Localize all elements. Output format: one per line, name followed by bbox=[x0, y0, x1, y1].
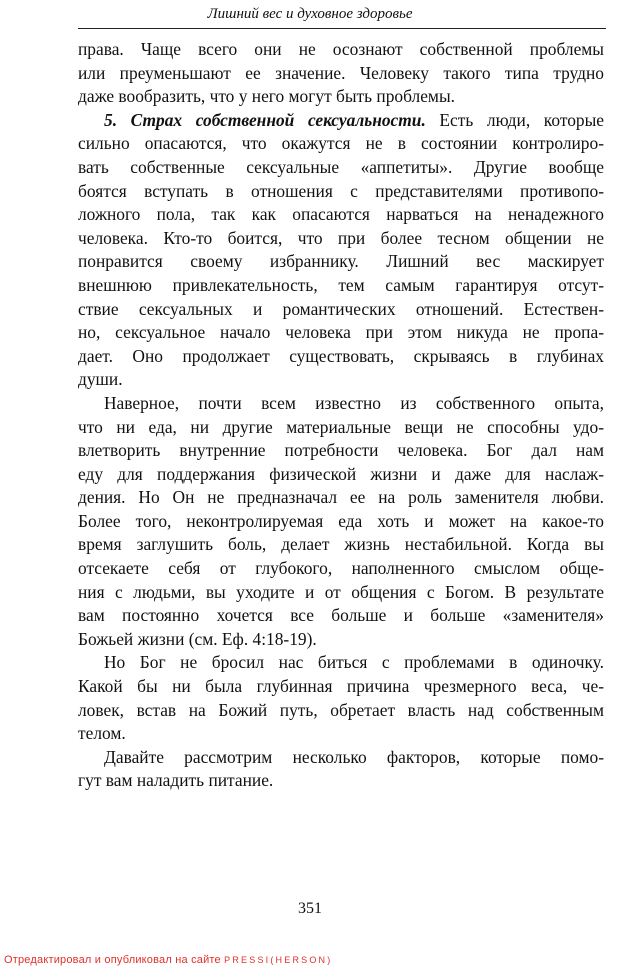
footer-credit-text: Отредактировал и опубликовал на сайте bbox=[4, 954, 221, 966]
text-line: Давайте рассмотрим несколько факторов, которые помо- bbox=[104, 746, 604, 767]
text-fragment: Есть люди, которые bbox=[425, 109, 604, 130]
page-body bbox=[78, 38, 604, 793]
text-line: отсекаете себя от глубокого, наполненного смыслом обще- bbox=[78, 558, 604, 579]
text-line: права. Чаще всего они не осознают собственной проблемы bbox=[78, 39, 604, 59]
header-divider bbox=[78, 28, 606, 29]
text-line: человека. Кто-то боится, что при более тесном общении не bbox=[78, 227, 604, 248]
text-line: Какой бы ни была глубинная причина чрезмерного веса, че- bbox=[78, 676, 604, 697]
text-line: дения. Но Он не предназначал ее на роль заменителя любви. bbox=[78, 487, 604, 508]
text-line: ния с людьми, вы уходите и от общения с Богом. В результате bbox=[78, 581, 604, 602]
section-heading-fear-of-sexuality: 5. Страх собственной сексуальности. bbox=[104, 109, 426, 130]
text-line: Но Бог не бросил нас биться с проблемами в одиночку. bbox=[104, 652, 604, 673]
text-line: телом. bbox=[78, 723, 126, 744]
text-line: но, сексуальное начало человека при этом никуда не пропа- bbox=[78, 322, 604, 343]
footer-credit bbox=[4, 954, 332, 966]
paragraph-1 bbox=[78, 38, 604, 109]
footer-brand: PRESSI(HERSON) bbox=[224, 955, 333, 965]
text-line: ствие сексуальных и романтических отношений. Естествен- bbox=[78, 298, 604, 319]
text-line: боятся вступать в отношения с представителями противопо- bbox=[78, 180, 604, 201]
text-line: влетворить внутренние потребности человека. Бог дал нам bbox=[78, 440, 604, 461]
text-line: Более того, неконтролируемая еда хоть и может на какое-то bbox=[78, 510, 604, 531]
text-line: даже вообразить, что у него могут быть проблемы. bbox=[78, 86, 455, 107]
text-line: или преуменьшают ее значение. Человеку такого типа трудно bbox=[78, 62, 604, 83]
text-line: внешнюю привлекательность, тем самым гарантируя отсут- bbox=[78, 274, 604, 295]
paragraph-3 bbox=[78, 392, 604, 652]
paragraph-2 bbox=[78, 109, 604, 392]
text-line: время заглушить боль, делает жизнь нестабильной. Когда вы bbox=[78, 534, 604, 555]
text-line: еду для поддержания физической жизни и даже для наслаж- bbox=[78, 463, 604, 484]
text-line: сильно опасаются, что окажутся не в состоянии контролиро- bbox=[78, 133, 604, 154]
paragraph-4 bbox=[78, 651, 604, 745]
text-line: души. bbox=[78, 369, 123, 390]
text-line: Наверное, почти всем известно из собственного опыта, bbox=[104, 392, 604, 413]
text-line: понравится своему избраннику. Лишний вес маскирует bbox=[78, 251, 604, 272]
text-line bbox=[78, 109, 604, 133]
text-line: гут вам наладить питание. bbox=[78, 770, 274, 791]
page-number: 351 bbox=[298, 900, 322, 917]
running-header: Лишний вес и духовное здоровье bbox=[207, 6, 413, 22]
text-line: ложного пола, так как опасаются нарваться на ненадежного bbox=[78, 204, 604, 225]
text-line: вать собственные сексуальные «аппетиты». Другие вообще bbox=[78, 156, 604, 177]
text-line: вам постоянно хочется все больше и больше «заменителя» bbox=[78, 605, 604, 626]
text-line: дает. Оно продолжает существовать, скрываясь в глубинах bbox=[78, 345, 604, 366]
text-line: ловек, встав на Божий путь, обретает власть над собственным bbox=[78, 699, 604, 720]
text-line: что ни еда, ни другие материальные вещи не способны удо- bbox=[78, 416, 604, 437]
text-line: Божьей жизни (см. Еф. 4:18-19). bbox=[78, 628, 317, 649]
paragraph-5 bbox=[78, 746, 604, 793]
